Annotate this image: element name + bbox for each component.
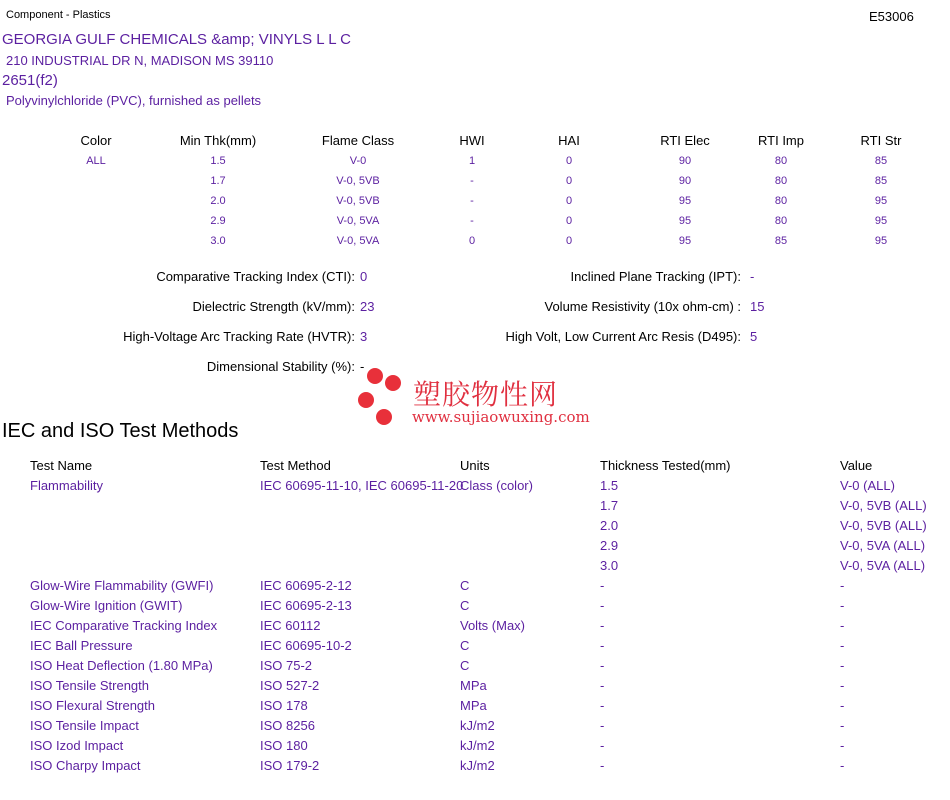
rating-cell: 0 [565,235,573,247]
iec-cell: IEC 60695-11-10, IEC 60695-11-20 [260,478,464,493]
iec-cell: - [600,738,605,753]
iec-cell: ISO 178 [260,698,308,713]
rating-cell: 90 [678,155,692,167]
iec-header: Test Name [30,458,93,473]
iec-cell: IEC 60695-2-12 [260,578,352,593]
section-title: IEC and ISO Test Methods [2,420,239,442]
iec-cell: IEC Comparative Tracking Index [30,618,218,633]
rating-cell: 95 [874,235,888,247]
iec-cell: - [600,718,605,733]
iec-cell: 1.5 [600,478,619,493]
iec-cell: ISO Heat Deflection (1.80 MPa) [30,658,213,673]
iec-cell: V-0, 5VA (ALL) [840,538,926,553]
iec-cell: - [840,638,845,653]
document-type: Component - Plastics [6,9,111,21]
rating-cell: - [470,195,474,207]
iec-cell: - [600,678,605,693]
rating-cell: 0 [565,155,573,167]
iec-cell: V-0, 5VA (ALL) [840,558,926,573]
iec-cell: C [460,598,470,613]
rating-cell: V-0, 5VB [336,195,380,207]
rating-header: RTI Str [860,133,902,148]
iec-cell: V-0 (ALL) [840,478,895,493]
iec-cell: C [460,578,470,593]
iec-header: Units [460,458,490,473]
rating-cell: V-0, 5VB [336,175,380,187]
iec-cell: ISO 180 [260,738,308,753]
iec-cell: - [600,638,605,653]
watermark-logo-icon [355,366,405,428]
property-label: Inclined Plane Tracking (IPT): [570,269,741,284]
iec-cell: V-0, 5VB (ALL) [840,518,927,533]
rating-cell: 85 [874,175,888,187]
iec-cell: - [600,578,605,593]
iec-cell: ISO Izod Impact [30,738,124,753]
file-number: E53006 [869,9,914,24]
rating-cell: 0 [565,175,573,187]
property-value: 3 [360,329,368,344]
iec-cell: Flammability [30,478,103,493]
iec-cell: kJ/m2 [460,718,495,733]
rating-cell: 1.5 [210,155,226,167]
rating-header: RTI Elec [660,133,710,148]
iec-cell: - [600,758,605,773]
rating-cell: - [470,215,474,227]
watermark-chinese-text: 塑胶物性网 [413,378,559,411]
iec-cell: - [840,598,845,613]
rating-header: HAI [558,133,580,148]
iec-cell: - [600,618,605,633]
iec-cell: - [600,658,605,673]
property-label: Comparative Tracking Index (CTI): [156,269,355,284]
property-label: High Volt, Low Current Arc Resis (D495): [505,329,741,344]
rating-cell: 85 [874,155,888,167]
property-label: Volume Resistivity (10x ohm-cm) : [544,299,741,314]
iec-cell: IEC 60695-2-13 [260,598,352,613]
product-description: Polyvinylchloride (PVC), furnished as pellets [6,93,262,108]
iec-cell: Glow-Wire Flammability (GWFI) [30,578,214,593]
iec-cell: V-0, 5VB (ALL) [840,498,927,513]
rating-cell: 80 [774,195,788,207]
rating-cell: 0 [565,215,573,227]
property-value: 15 [750,299,765,314]
property-label: High-Voltage Arc Tracking Rate (HVTR): [123,329,355,344]
rating-header: Flame Class [321,133,395,148]
property-value: 5 [750,329,758,344]
iec-cell: ISO Tensile Strength [30,678,149,693]
rating-cell: 95 [678,215,692,227]
iec-cell: IEC Ball Pressure [30,638,133,653]
iec-cell: Class (color) [460,478,533,493]
rating-cell: 95 [874,215,888,227]
iec-cell: 2.9 [600,538,619,553]
rating-header: Min Thk(mm) [179,133,257,148]
rating-cell: 2.0 [210,195,226,207]
rating-cell: 1 [468,155,476,167]
rating-cell: V-0, 5VA [336,235,380,247]
rating-header: Color [80,133,112,148]
iec-cell: - [840,658,845,673]
iec-cell: ISO 527-2 [260,678,320,693]
iec-cell: 3.0 [600,558,619,573]
company-name: GEORGIA GULF CHEMICALS &amp; VINYLS L L C [2,31,351,48]
iec-cell: - [840,698,845,713]
iec-header: Test Method [260,458,331,473]
rating-header: RTI Imp [758,133,804,148]
rating-cell: - [470,175,474,187]
rating-cell: 0 [468,235,476,247]
iec-cell: MPa [460,678,487,693]
iec-cell: - [840,758,845,773]
rating-cell: 85 [774,235,788,247]
company-address: 210 INDUSTRIAL DR N, MADISON MS 39110 [6,53,274,68]
iec-cell: ISO Tensile Impact [30,718,139,733]
iec-cell: - [840,678,845,693]
watermark-url: www.sujiaowuxing.com [412,408,590,426]
rating-cell: V-0 [349,155,367,167]
iec-cell: kJ/m2 [460,758,495,773]
iec-cell: C [460,638,470,653]
iec-cell: 1.7 [600,498,619,513]
rating-cell: V-0, 5VA [336,215,380,227]
property-value: - [360,359,365,374]
iec-cell: Volts (Max) [460,618,526,633]
iec-cell: - [600,698,605,713]
iec-cell: ISO 75-2 [260,658,313,673]
property-value: 23 [360,299,375,314]
iec-cell: - [840,718,845,733]
iec-cell: ISO 179-2 [260,758,320,773]
rating-cell: ALL [86,155,106,167]
rating-cell: 80 [774,215,788,227]
rating-cell: 95 [678,195,692,207]
rating-cell: 80 [774,175,788,187]
iec-header: Value [840,458,873,473]
rating-cell: 95 [874,195,888,207]
rating-cell: 90 [678,175,692,187]
rating-cell: 1.7 [210,175,226,187]
property-label: Dielectric Strength (kV/mm): [192,299,355,314]
iec-cell: ISO 8256 [260,718,315,733]
rating-cell: 95 [678,235,692,247]
iec-cell: 2.0 [600,518,619,533]
iec-cell: kJ/m2 [460,738,495,753]
property-label: Dimensional Stability (%): [206,359,355,374]
product-grade: 2651(f2) [2,72,58,89]
iec-cell: C [460,658,470,673]
rating-cell: 3.0 [210,235,226,247]
property-value: - [750,269,755,284]
iec-cell: - [600,598,605,613]
iec-cell: Glow-Wire Ignition (GWIT) [30,598,183,613]
iec-cell: ISO Charpy Impact [30,758,141,773]
iec-cell: ISO Flexural Strength [30,698,155,713]
rating-cell: 80 [774,155,788,167]
iec-cell: IEC 60695-10-2 [260,638,352,653]
property-value: 0 [360,269,368,284]
iec-header: Thickness Tested(mm) [600,458,731,473]
rating-cell: 0 [565,195,573,207]
iec-cell: IEC 60112 [260,618,321,633]
rating-header: HWI [459,133,485,148]
iec-cell: - [840,618,845,633]
iec-cell: - [840,738,845,753]
iec-cell: - [840,578,845,593]
rating-cell: 2.9 [210,215,226,227]
iec-cell: MPa [460,698,487,713]
